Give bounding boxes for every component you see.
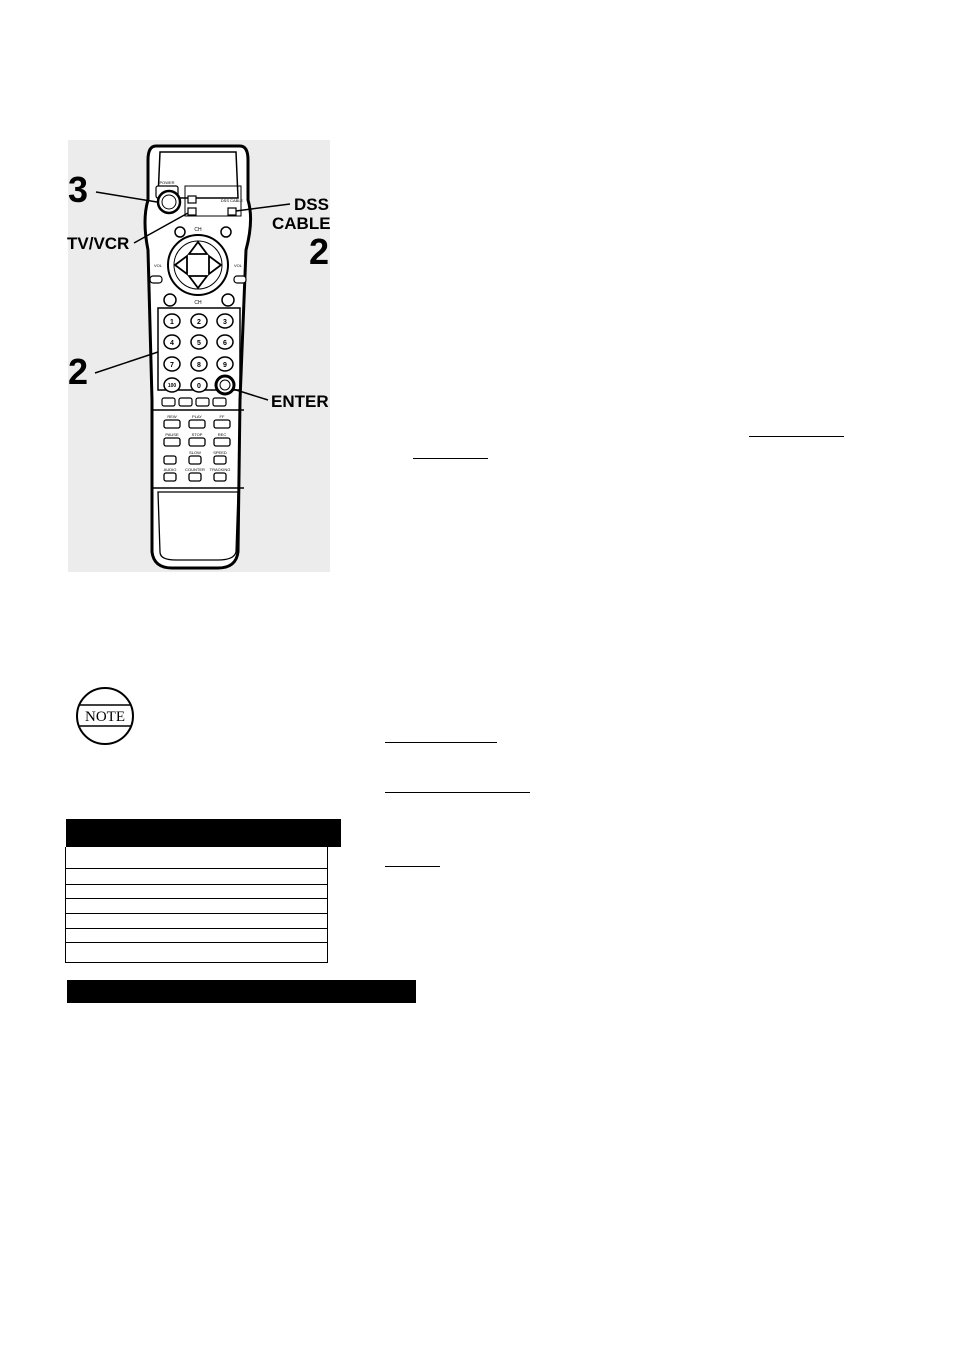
note-badge bbox=[75, 686, 135, 746]
power-label: POWER bbox=[159, 180, 175, 185]
underline-1 bbox=[749, 436, 844, 437]
enter-callout: ENTER bbox=[271, 392, 329, 411]
key-5[interactable]: 5 bbox=[197, 340, 201, 347]
table-header-bar bbox=[66, 819, 341, 847]
key-8[interactable]: 8 bbox=[197, 362, 201, 369]
rec-button[interactable] bbox=[214, 438, 230, 446]
tvvcr-button[interactable] bbox=[188, 208, 196, 215]
underline-3 bbox=[385, 742, 497, 743]
cable-callout: CABLE bbox=[272, 214, 331, 233]
key-6[interactable]: 6 bbox=[223, 340, 227, 347]
remote-control-drawing bbox=[68, 140, 330, 572]
note-badge-text: NOTE bbox=[85, 709, 125, 725]
counter-button[interactable] bbox=[189, 473, 201, 481]
rewind-button[interactable] bbox=[164, 420, 180, 428]
key-2[interactable]: 2 bbox=[197, 319, 201, 326]
audio-label: AUDIO bbox=[163, 467, 177, 472]
key-1[interactable]: 1 bbox=[170, 319, 174, 326]
section-heading-bar bbox=[67, 980, 416, 1003]
step-3-callout: 3 bbox=[68, 169, 89, 210]
stop-label: STOP bbox=[191, 432, 203, 437]
table-row-divider bbox=[66, 898, 327, 899]
speed-button[interactable] bbox=[214, 456, 226, 464]
table-row-divider bbox=[66, 884, 327, 885]
step-2-dss-callout: 2 bbox=[309, 231, 330, 272]
pause-label: PAUSE bbox=[165, 432, 179, 437]
slow-label: SLOW bbox=[189, 450, 201, 455]
underline-2 bbox=[413, 458, 488, 459]
vol-label-left: VOL bbox=[154, 263, 163, 268]
key-7[interactable]: 7 bbox=[170, 362, 174, 369]
pause-button[interactable] bbox=[164, 438, 180, 446]
speed-label: SPEED bbox=[213, 450, 227, 455]
rewind-label: REW bbox=[167, 414, 177, 419]
table-row-divider bbox=[66, 928, 327, 929]
play-label: PLAY bbox=[192, 414, 202, 419]
key-100[interactable]: 100 bbox=[167, 383, 177, 389]
dss-callout: DSS bbox=[294, 195, 329, 214]
play-button[interactable] bbox=[189, 420, 205, 428]
ffwd-button[interactable] bbox=[214, 420, 230, 428]
remote-control-illustration bbox=[68, 140, 330, 572]
vol-label-right: VOL bbox=[234, 263, 243, 268]
key-3[interactable]: 3 bbox=[223, 319, 227, 326]
ch-label-top: CH bbox=[194, 227, 202, 233]
slow-button[interactable] bbox=[189, 456, 201, 464]
rec-label: REC bbox=[217, 432, 227, 437]
tvvcr-callout: TV/VCR bbox=[67, 234, 130, 253]
dss-cable-button[interactable] bbox=[228, 208, 236, 215]
stop-button[interactable] bbox=[189, 438, 205, 446]
note-icon bbox=[75, 686, 135, 746]
ffwd-label: FF bbox=[219, 414, 225, 419]
counter-label: COUNTER bbox=[185, 467, 205, 472]
key-4[interactable]: 4 bbox=[170, 340, 174, 347]
key-9[interactable]: 9 bbox=[223, 362, 227, 369]
audio-button[interactable] bbox=[164, 473, 176, 481]
table-row-divider bbox=[66, 942, 327, 943]
table-grid bbox=[65, 847, 328, 963]
tracking-label: TRACKING bbox=[209, 467, 231, 472]
key-0[interactable]: 0 bbox=[197, 383, 201, 390]
underline-5 bbox=[385, 866, 440, 867]
underline-4 bbox=[385, 792, 530, 793]
ch-label-bottom: CH bbox=[194, 300, 202, 306]
table-row-divider bbox=[66, 868, 327, 869]
dss-cable-label: DSS CABLE bbox=[220, 198, 244, 203]
table-row-divider bbox=[66, 913, 327, 914]
step-2-numbers-callout: 2 bbox=[68, 351, 89, 392]
tracking-button[interactable] bbox=[214, 473, 226, 481]
